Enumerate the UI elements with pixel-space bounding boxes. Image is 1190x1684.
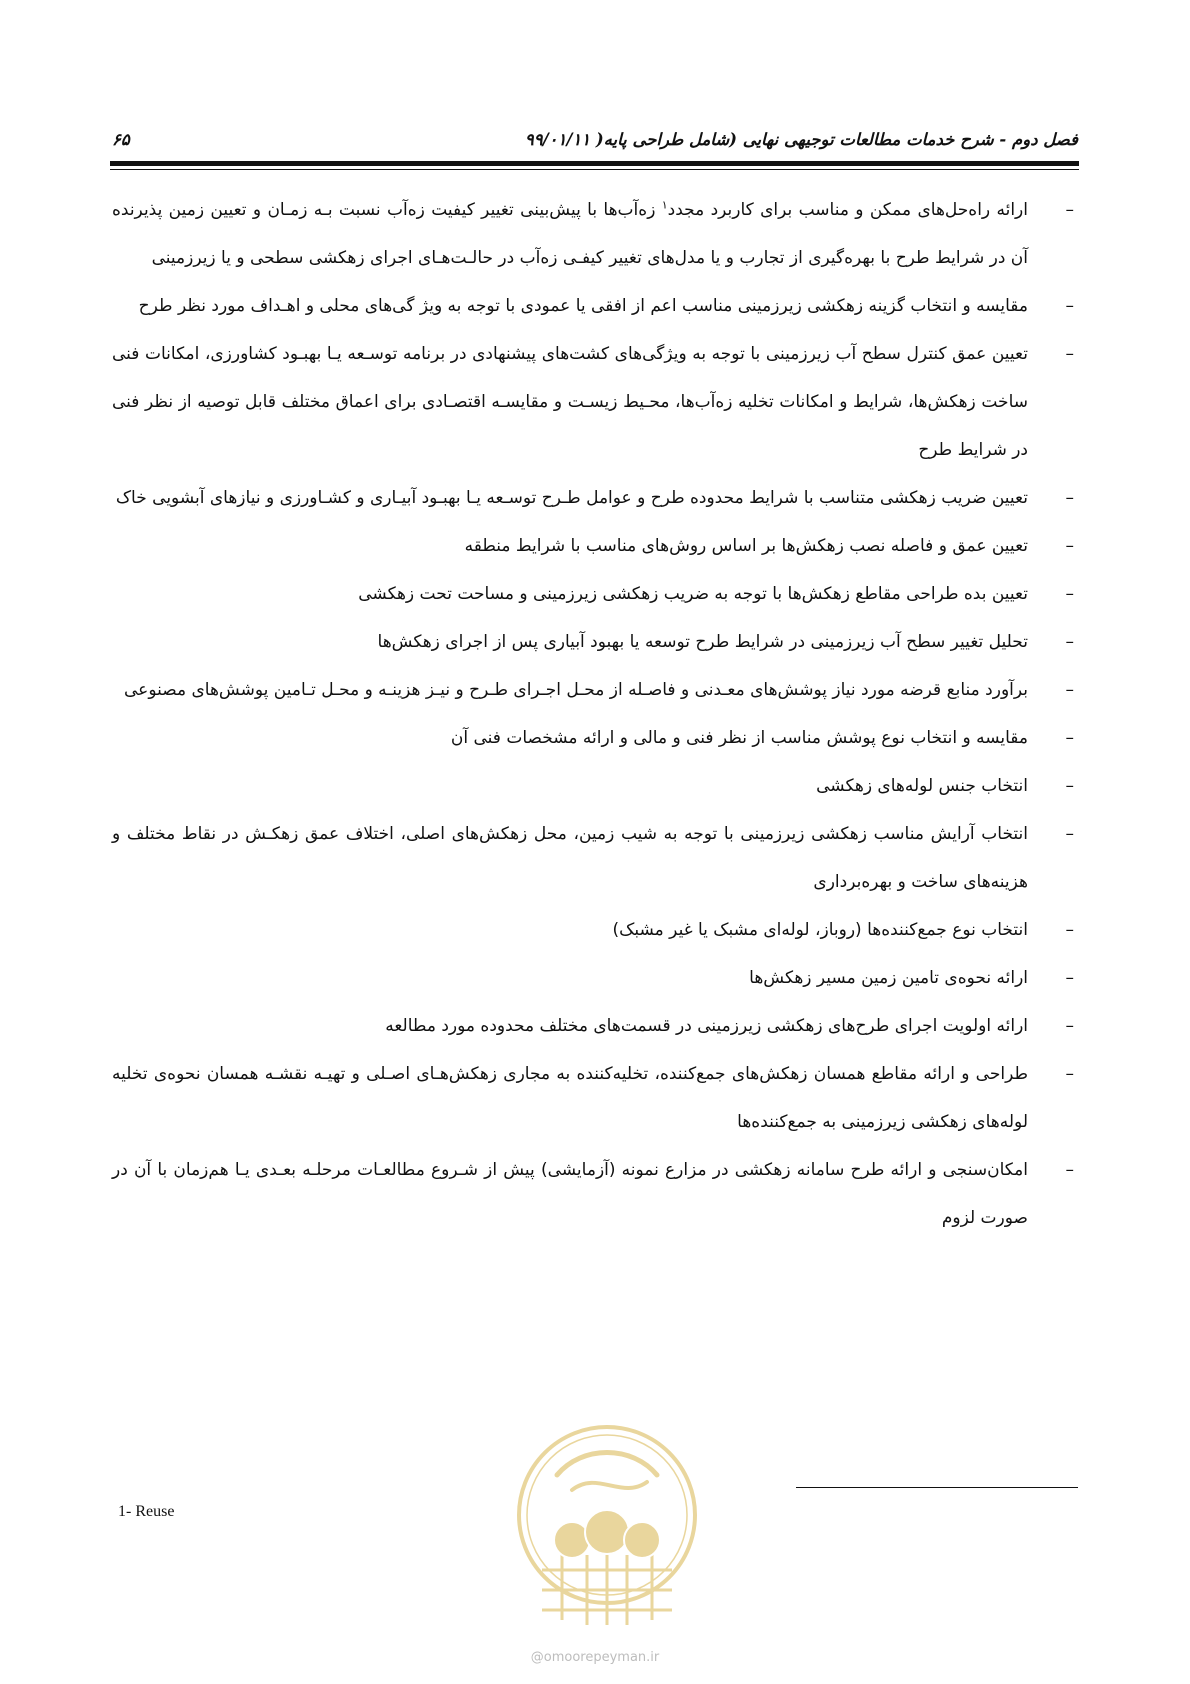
dash-bullet: – [1065, 1064, 1074, 1084]
dash-bullet: – [1065, 1160, 1074, 1180]
list-item [112, 762, 1078, 810]
list-item [112, 666, 1078, 714]
dash-bullet: – [1065, 968, 1074, 988]
list-item [112, 570, 1078, 618]
dash-bullet: – [1065, 584, 1074, 604]
list-item-text: ارائه اولویت اجرای طرح‌های زهکشی زیرزمینی در قسمت‌های مختلف محدوده مورد مطالعه [385, 1016, 1028, 1036]
list-item-text: امکان‌سنجی و ارائه طرح سامانه زهکشی در مزارع نمونه (آزمایشی) پیش از شـروع مطالعـات مرحلـه بعـدی یـا هم‌زمان با آن در صورت لزوم [112, 1160, 1028, 1228]
header-rule-thin [110, 169, 1079, 170]
seal-grid [542, 1555, 672, 1625]
list-item [112, 330, 1078, 474]
dash-bullet: – [1065, 536, 1074, 556]
dash-bullet: – [1065, 728, 1074, 748]
bullet-list [112, 186, 1078, 1242]
dash-bullet: – [1065, 1016, 1074, 1036]
list-item-text: انتخاب جنس لوله‌های زهکشی [816, 776, 1028, 796]
header-rule-thick [110, 161, 1079, 166]
seal-tools-badge [624, 1522, 660, 1558]
list-item-text: برآورد منابع قرضه مورد نیاز پوشش‌های معـدنی و فاصـله از محـل اجـرای طـرح و نیـز هزینـه و محـل تـامین پوشش‌های مصنوعی [124, 680, 1028, 700]
dash-bullet: – [1065, 488, 1074, 508]
list-item-text: تحلیل تغییر سطح آب زیرزمینی در شرایط طرح توسعه یا بهبود آبیاری پس از اجرای زهکش‌ها [377, 632, 1028, 652]
seal-script-stroke [572, 1482, 647, 1490]
watermark-seal-icon [502, 1420, 712, 1640]
list-item-text: انتخاب نوع جمع‌کننده‌ها (روباز، لوله‌ای مشبک یا غیر مشبک) [612, 920, 1028, 940]
page-number: ۶۵ [112, 130, 130, 149]
list-item-text: تعیین ضریب زهکشی متناسب با شرایط محدوده طرح و عوامل طـرح توسـعه یـا بهبـود آبیـاری و کشـاورزی و نیازهای آبشویی خاک [115, 488, 1028, 508]
list-item-text: مقایسه و انتخاب نوع پوشش مناسب از نظر فنی و مالی و ارائه مشخصات فنی آن [450, 728, 1028, 748]
list-item [112, 810, 1078, 906]
list-item-text: مقایسه و انتخاب گزینه زهکشی زیرزمینی مناسب اعم از افقی یا عمودی با توجه به ویژ گی‌های محلی و اهـداف مورد نظر طرح [138, 296, 1028, 316]
list-item-text: انتخاب آرایش مناسب زهکشی زیرزمینی با توجه به شیب زمین، محل زهکش‌های اصلی، اختلاف عمق زهکـش در نقاط مختلف و هزینه‌های ساخت و بهره‌برداری [112, 824, 1028, 892]
list-item-text: تعیین عمق و فاصله نصب زهکش‌ها بر اساس روش‌های مناسب با شرایط منطقه [464, 536, 1028, 556]
footnote-separator [796, 1487, 1078, 1488]
watermark-url: @omoorepeyman.ir [530, 1650, 660, 1665]
dash-bullet: – [1065, 344, 1074, 364]
list-item-text: ارائه نحوه‌ی تامین زمین مسیر زهکش‌ها [749, 968, 1028, 988]
dash-bullet: – [1065, 776, 1074, 796]
footnote: 1- Reuse [118, 1503, 175, 1520]
seal-people-badge [585, 1510, 629, 1554]
list-item [112, 714, 1078, 762]
list-item-text-start: ارائه راه‌حل‌های ممکن و مناسب برای کاربرد مجدد [667, 200, 1028, 220]
footnote-marker: ۱ [661, 198, 668, 212]
dash-bullet: – [1065, 632, 1074, 652]
page-header [112, 130, 1078, 158]
list-item [112, 282, 1078, 330]
list-item [112, 474, 1078, 522]
dash-bullet: – [1065, 200, 1074, 220]
dash-bullet: – [1065, 680, 1074, 700]
list-item-text: تعیین عمق کنترل سطح آب زیرزمینی با توجه به ویژگی‌های کشت‌های پیشنهادی در برنامه توسـعه یـا بهبـود کشاورزی، امکانات فنی ساخت زهکش‌ها، شرایط و امکانات تخلیه زه‌آب‌ها، محـیط زیسـت و مقایسـه اقتصـادی برای اعماق مختلف قابل توصیه از نظر فنی در شرایط طرح [112, 344, 1028, 460]
list-item-text: تعیین بده طراحی مقاطع زهکش‌ها با توجه به ضریب زهکشی زیرزمینی و مساحت تحت زهکشی [358, 584, 1028, 604]
list-item-text: طراحی و ارائه مقاطع همسان زهکش‌های جمع‌کننده، تخلیه‌کننده به مجاری زهکش‌هـای اصـلی و تهیـه نقشـه همسان نحوه‌ی تخلیه لوله‌های زهکشی زیرزمینی به جمع‌کننده‌ها [112, 1064, 1028, 1132]
list-item [112, 186, 1078, 282]
dash-bullet: – [1065, 296, 1074, 316]
list-item [112, 618, 1078, 666]
dash-bullet: – [1065, 920, 1074, 940]
chapter-title: فصل دوم - شرح خدمات مطالعات توجیهی نهایی (شامل طراحی پایه( ۹۹/۰۱/۱۱ [524, 130, 1078, 149]
seal-script-stroke [557, 1453, 657, 1476]
list-item [112, 954, 1078, 1002]
dash-bullet: – [1065, 824, 1074, 844]
list-item [112, 906, 1078, 954]
list-item [112, 1002, 1078, 1050]
list-item [112, 1146, 1078, 1242]
list-item [112, 1050, 1078, 1146]
list-item [112, 522, 1078, 570]
list-item-text-end: زه‌آب‌ها با پیش‌بینی تغییر کیفیت زه‌آب نسبت بـه زمـان و تعیین زمین پذیرنده آن در شرایط طرح با بهره‌گیری از تجارب و یا مدل‌های تغییر کیفـی زه‌آب در حالـت‌هـای اجرای زهکشی سطحی و یا زیرزمینی [112, 200, 1028, 268]
